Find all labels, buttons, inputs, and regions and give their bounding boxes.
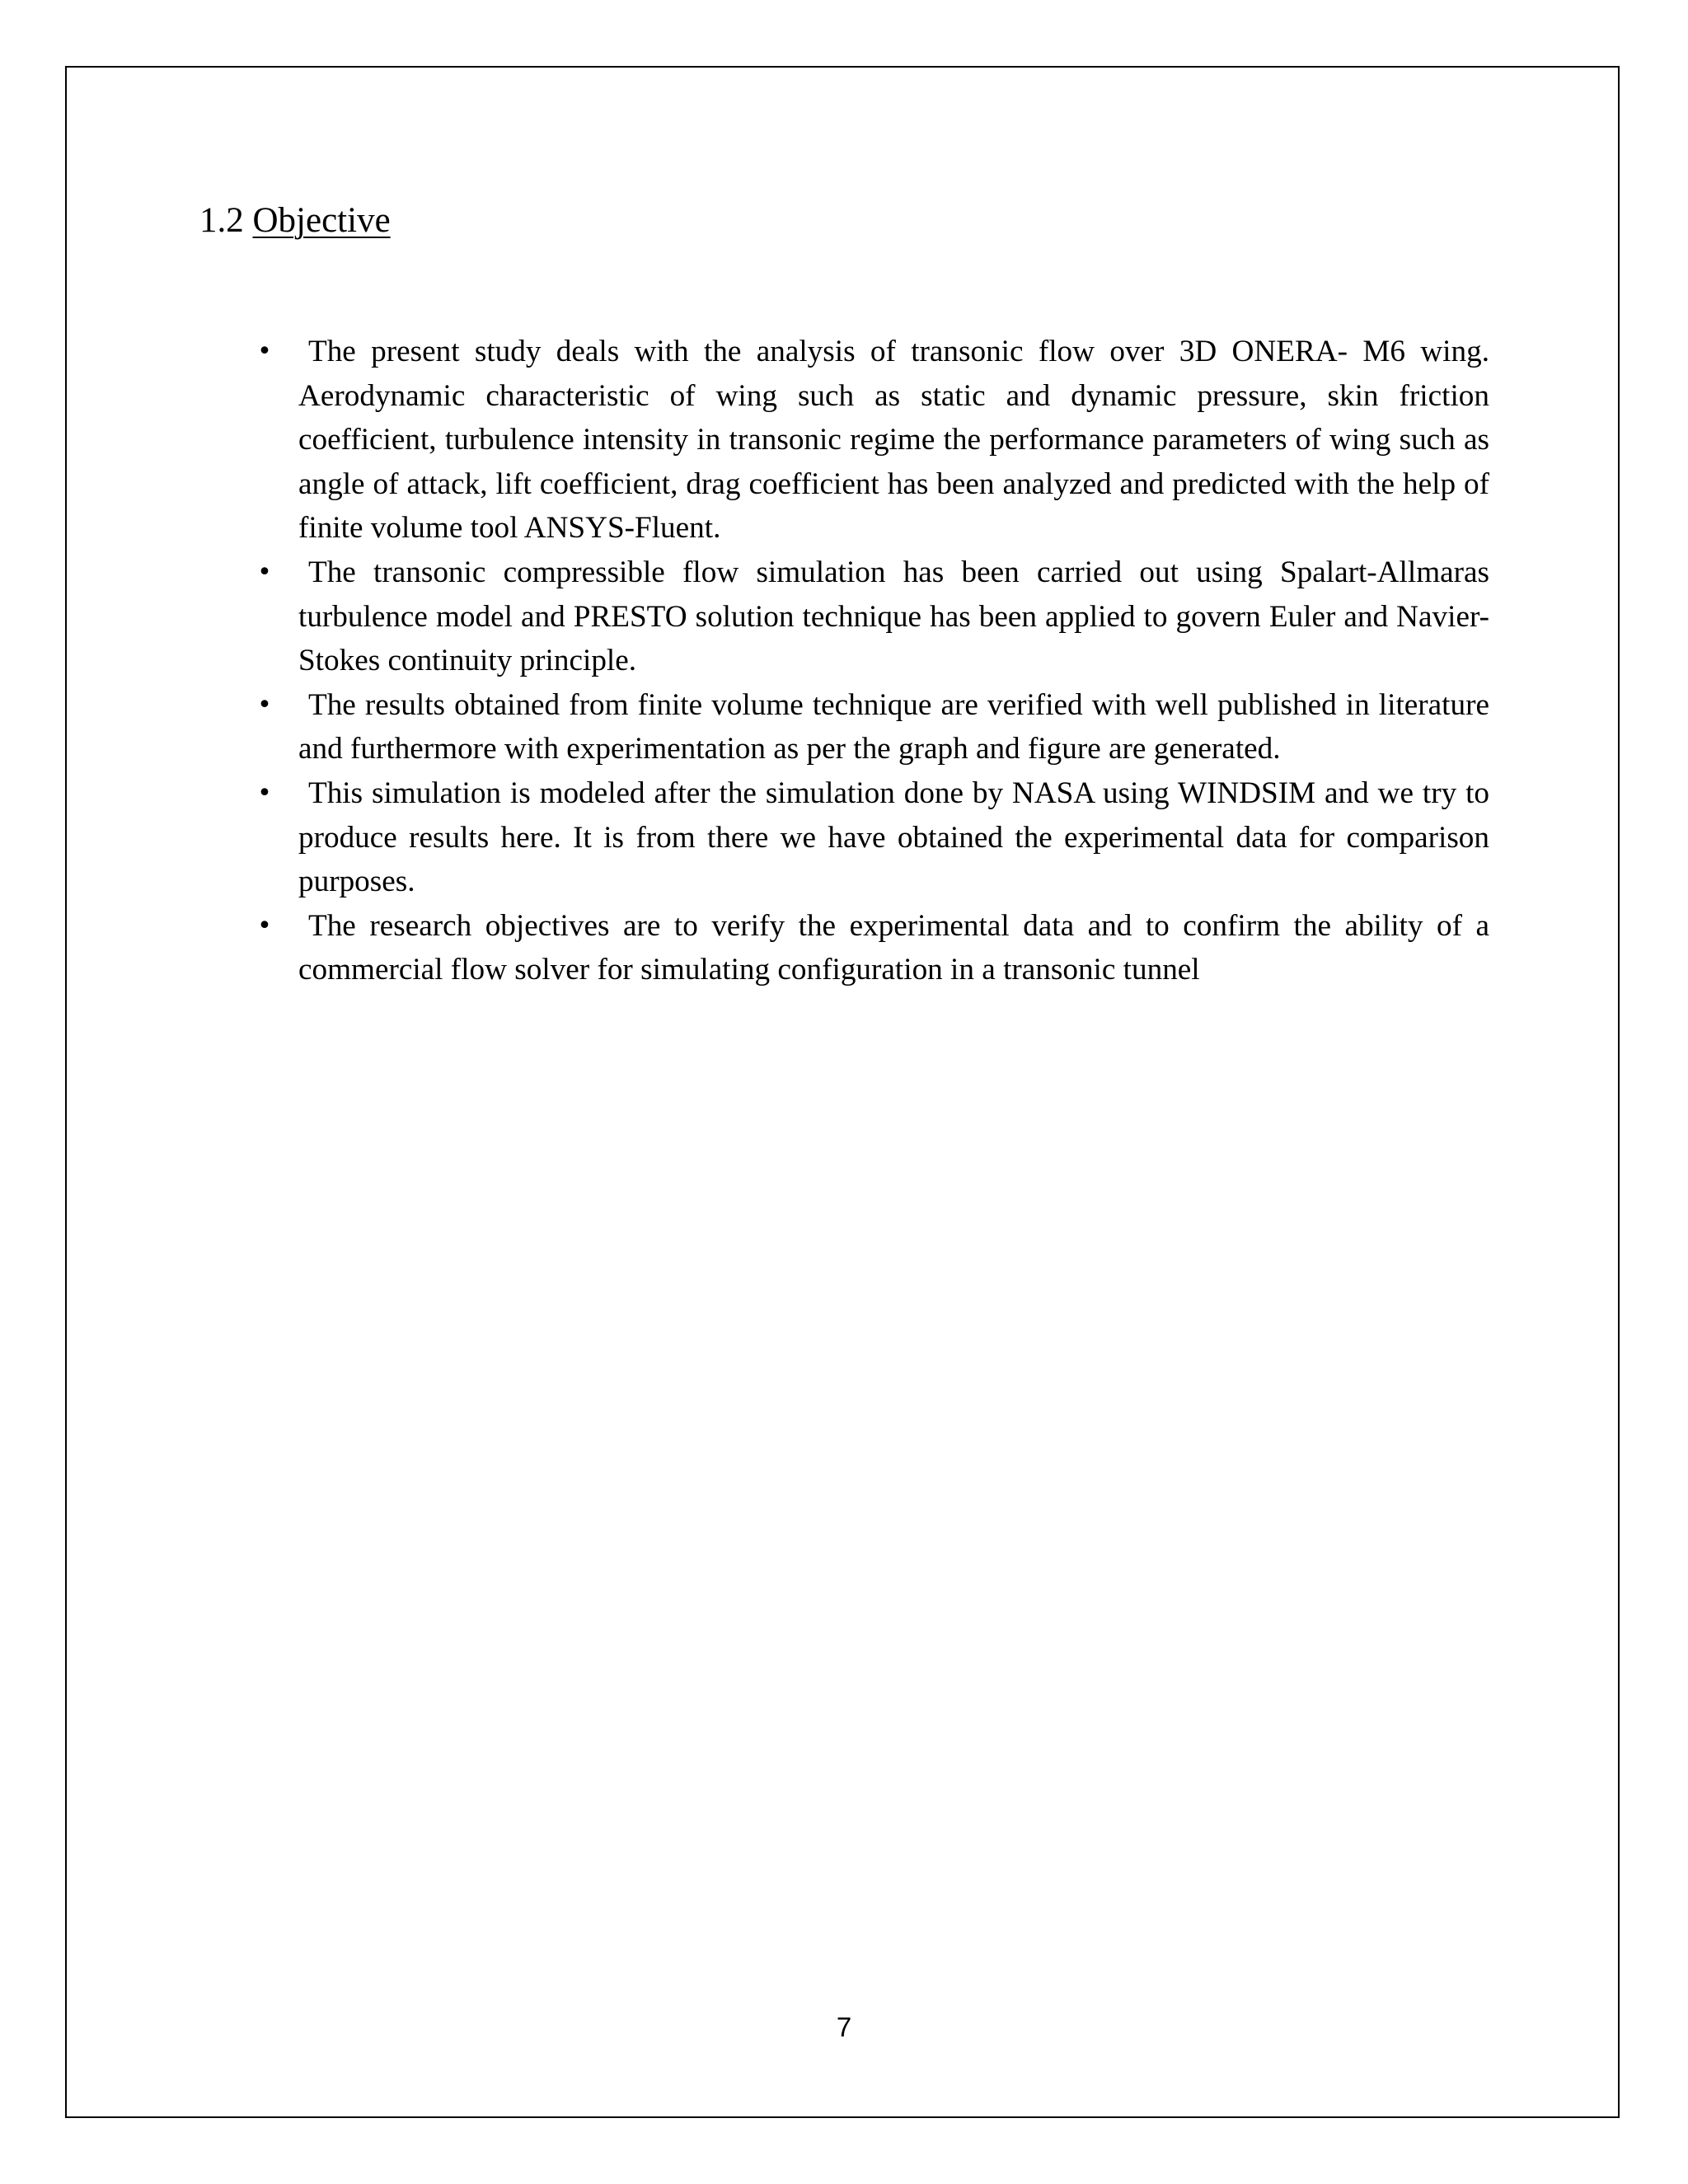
bullet-icon: • [257,911,272,940]
bullet-item [257,330,1489,551]
bullet-text: This simulation is modeled after the simulation done by NASA using WINDSIM and we try to produce results here. It is from there we have obtained the experimental data for comparison purposes. [298,776,1489,899]
bullet-text: The results obtained from finite volume technique are verified with well published in literature and furthermore with experimentation as per the graph and figure are generated. [298,687,1489,766]
page-number: 7 [836,2012,852,2042]
bullet-text: The present study deals with the analysis of transonic flow over 3D ONERA- M6 wing. Aerodynamic characteristic of wing such as static and dynamic pressure, skin friction coefficient, turbulence intensity in transonic regime the performance parameters of wing such as angle of attack, lift coefficient, drag coefficient has been analyzed and predicted with the help of finite volume tool ANSYS-Fluent. [298,335,1489,546]
bullet-item [257,771,1489,904]
bullet-icon: • [257,557,272,587]
section-heading [199,196,391,246]
bullet-item [257,683,1489,771]
section-number: 1.2 [199,201,244,240]
objective-bullet-list [257,330,1489,992]
bullet-icon: • [257,690,272,719]
section-title: Objective [252,201,391,240]
bullet-text: The transonic compressible flow simulation has been carried out using Spalart-Allmaras turbulence model and PRESTO solution technique has been applied to govern Euler and Navier-Stokes continuity principle. [298,555,1489,678]
bullet-icon: • [257,337,272,366]
bullet-item [257,904,1489,992]
bullet-text: The research objectives are to verify the experimental data and to confirm the ability of a commercial flow solver for simulating configuration in a transonic tunnel [298,908,1489,987]
bullet-icon: • [257,778,272,808]
bullet-item [257,551,1489,683]
